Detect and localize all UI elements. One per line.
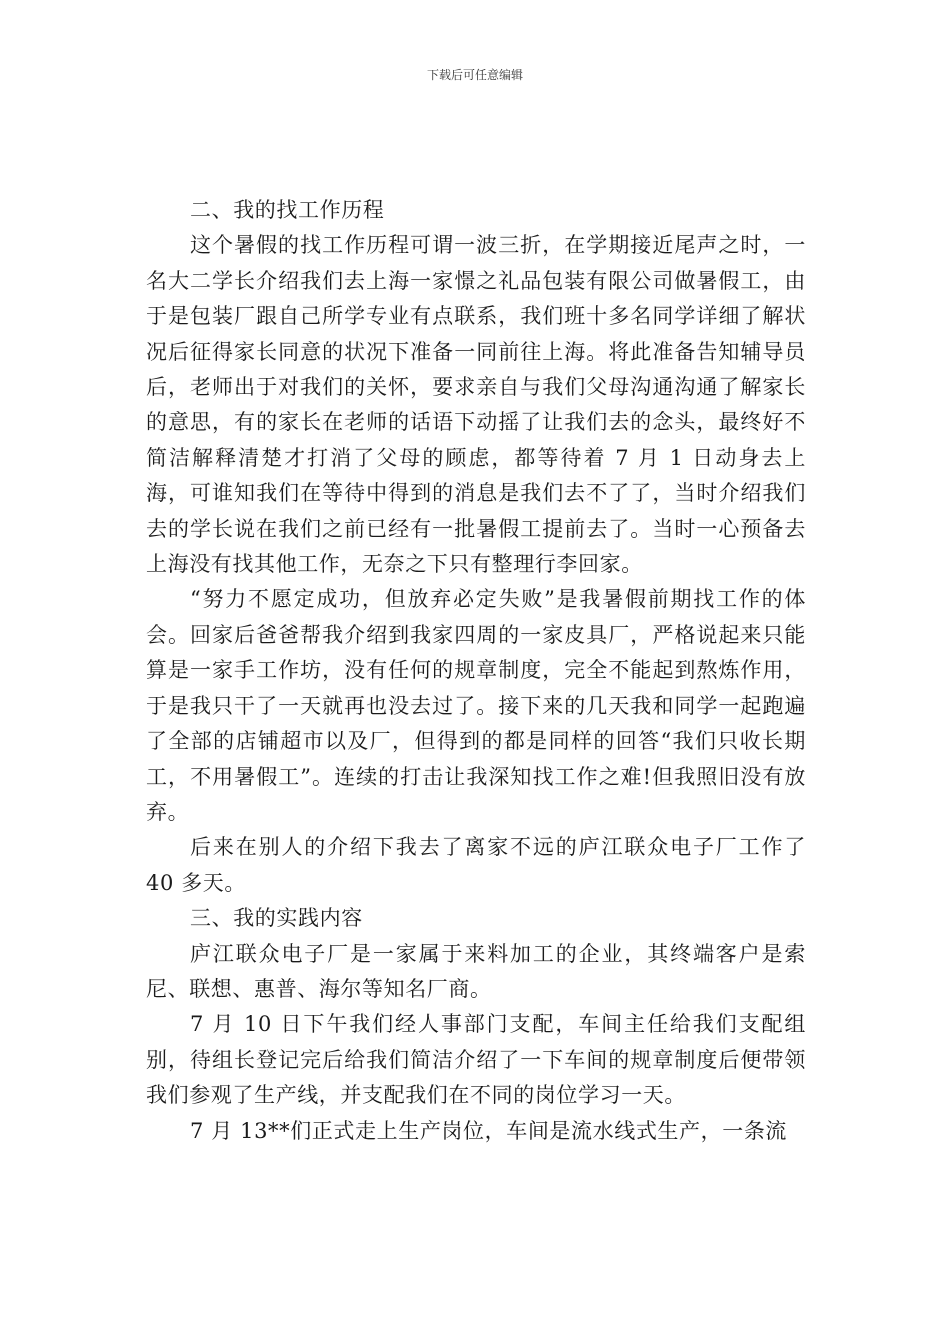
document-body <box>146 193 806 1149</box>
paragraph-job-hunting-experience: “努力不愿定成功，但放弃必定失败”是我暑假前期找工作的体会。回家后爸爸帮我介绍到我家四周的一家皮具厂，严格说起来只能算是一家手工作坊，没有任何的规章制度，完全不能起到熬炼作用，于是我只干了一天就再也没去过了。接下来的几天我和同学一起跑遍了全部的店铺超市以及厂，但得到的都是同样的回答“我们只收长期工，不用暑假工”。连续的打击让我深知找工作之难!但我照旧没有放弃。 <box>146 587 806 824</box>
paragraph-factory-intro: 庐江联众电子厂是一家属于来料加工的企业，其终端客户是索尼、联想、惠普、海尔等知名厂商。 <box>146 941 806 1001</box>
section-heading-practice-content: 三、我的实践内容 <box>190 906 363 931</box>
section-heading-job-search: 二、我的找工作历程 <box>190 198 385 222</box>
page-header-note: 下载后可任意编辑 <box>426 68 523 82</box>
paragraph-shanghai-plan: 这个暑假的找工作历程可谓一波三折，在学期接近尾声之时，一名大二学长介绍我们去上海一家憬之礼品包装有限公司做暑假工，由于是包装厂跟自己所学专业有点联系，我们班十多名同学详细了解状况后征得家长同意的状况下准备一同前往上海。将此准备告知辅导员后，老师出于对我们的关怀，要求亲自与我们父母沟通沟通了解家长的意思，有的家长在老师的话语下动摇了让我们去的念头，最终好不简洁解释清楚才打消了父母的顾虑，都等待着 7 月 1 日动身去上海，可谁知我们在等待中得到的消息是我们去不了了，当时介绍我们去的学长说在我们之前已经有一批暑假工提前去了。当时一心预备去上海没有找其他工作，无奈之下只有整理行李回家。 <box>146 233 806 577</box>
paragraph-electronics-factory: 后来在别人的介绍下我去了离家不远的庐江联众电子厂工作了 40 多天。 <box>146 835 806 895</box>
paragraph-july-13: 7 月 13**们正式走上生产岗位，车间是流水线式生产，一条流 <box>190 1118 788 1143</box>
paragraph-july-10: 7 月 10 日下午我们经人事部门支配，车间主任给我们支配组别，待组长登记完后给我们简洁介绍了一下车间的规章制度后便带领我们参观了生产线，并支配我们在不同的岗位学习一天。 <box>146 1012 806 1108</box>
